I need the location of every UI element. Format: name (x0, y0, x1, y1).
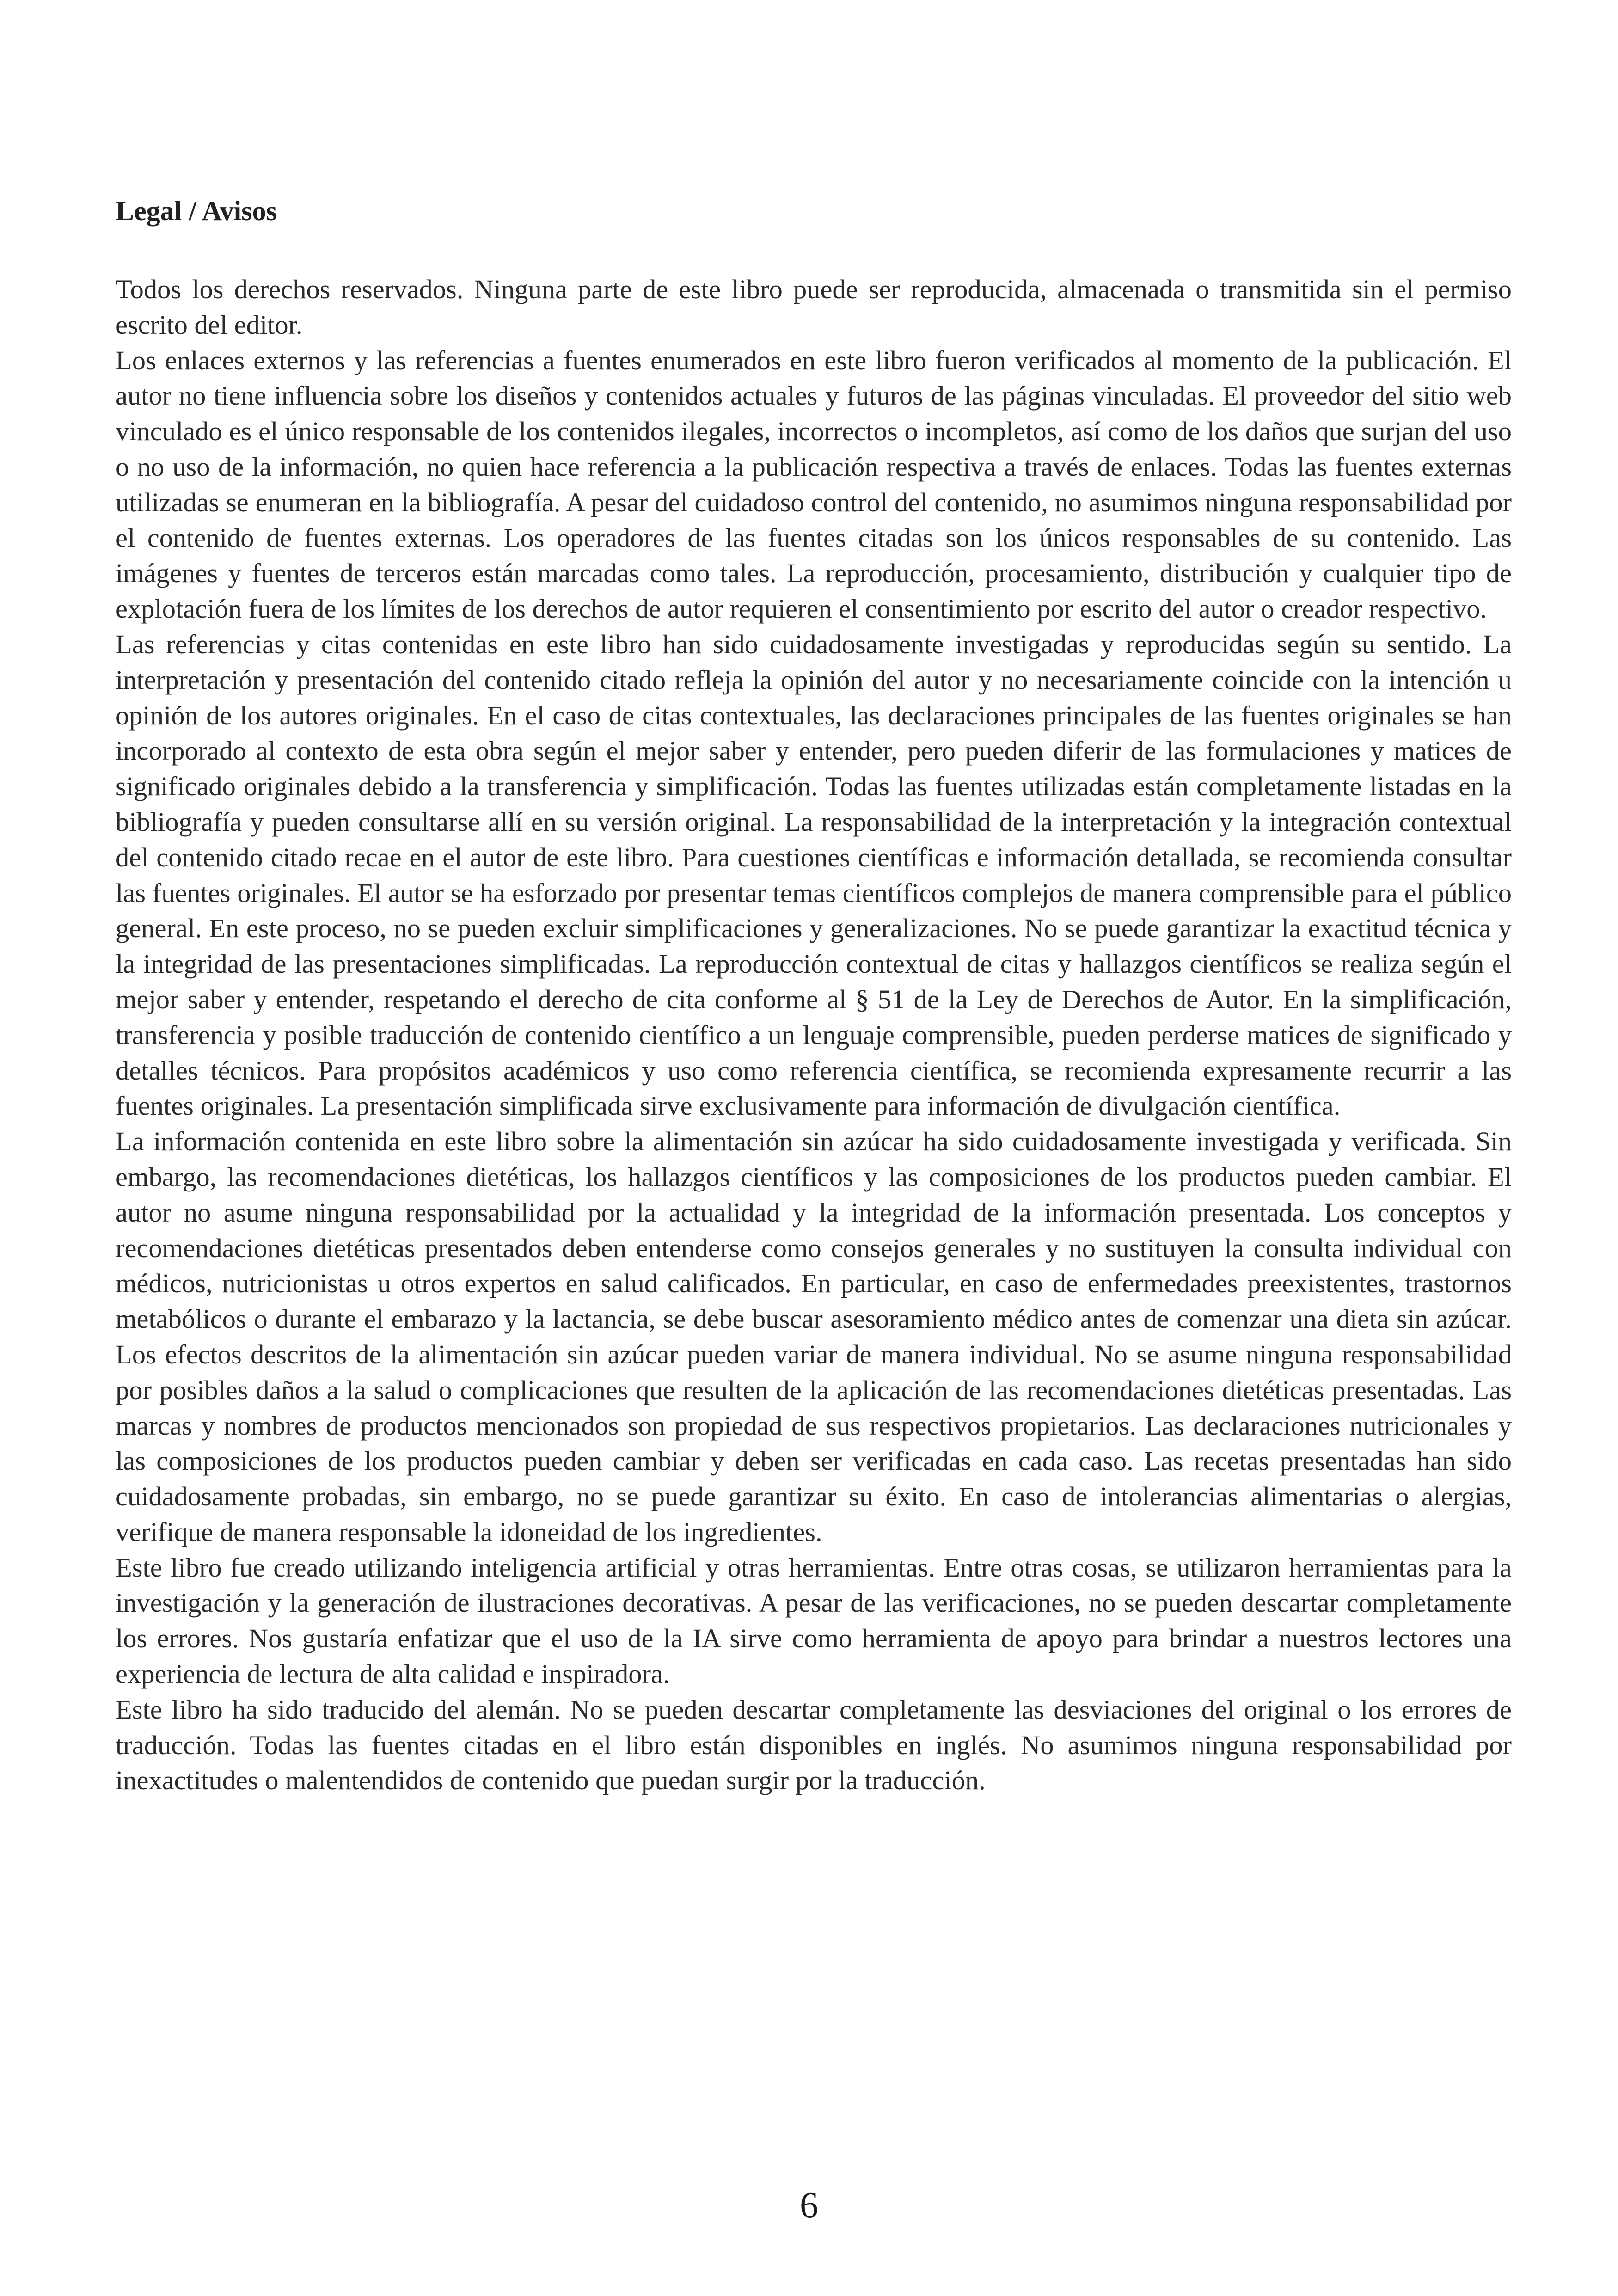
paragraph-translation-notice: Este libro ha sido traducido del alemán. No se pueden descartar completamente las desviaciones del original o los errores de traducción. Todas las fuentes citadas en el libro están disponibles en inglés. No asumimos ninguna responsabilidad por inexactitudes o malentendidos de contenido que puedan surgir por la traducción. (116, 1694, 1512, 1796)
paragraph-ai-notice: Este libro fue creado utilizando inteligencia artificial y otras herramientas. Entre otras cosas, se utilizaron herramientas para la investigación y la generación de ilustraciones decorativas. A pesar de las verificaciones, no se pueden descartar completamente los errores. Nos gustaría enfatizar que el uso de la IA sirve como herramienta de apoyo para brindar a nuestros lectores una experiencia de lectura de alta calidad e inspiradora. (116, 1552, 1512, 1689)
section-heading: Legal / Avisos (116, 196, 277, 226)
paragraph-external-links: Los enlaces externos y las referencias a fuentes enumerados en este libro fueron verificados al momento de la publicación. El autor no tiene influencia sobre los diseños y contenidos actuales y futuros de las páginas vinculadas. El proveedor del sitio web vinculado es el único responsable de los contenidos ilegales, incorrectos o incompletos, así como de los daños que surjan del uso o no uso de la información, no quien hace referencia a la publicación respectiva a través de enlaces. Todas las fuentes externas utilizadas se enumeran en la bibliografía. A pesar del cuidadoso control del contenido, no asumimos ninguna responsabilidad por el contenido de fuentes externas. Los operadores de las fuentes citadas son los únicos responsables de su contenido. Las imágenes y fuentes de terceros están marcadas como tales. La reproducción, procesamiento, distribución y cualquier tipo de explotación fuera de los límites de los derechos de autor requieren el consentimiento por escrito del autor o creador respectivo. (116, 345, 1512, 624)
paragraph-copyright: Todos los derechos reservados. Ninguna parte de este libro puede ser reproducida, almacenada o transmitida sin el permiso escrito del editor. (116, 274, 1512, 340)
paragraph-health-disclaimer: La información contenida en este libro sobre la alimentación sin azúcar ha sido cuidadosamente investigada y verificada. Sin embargo, las recomendaciones dietéticas, los hallazgos científicos y las composiciones de los productos pueden cambiar. El autor no asume ninguna responsabilidad por la actualidad y la integridad de la información presentada. Los conceptos y recomendaciones dietéticas presentados deben entenderse como consejos generales y no sustituyen la consulta individual con médicos, nutricionistas u otros expertos en salud calificados. En particular, en caso de enfermedades preexistentes, trastornos metabólicos o durante el embarazo y la lactancia, se debe buscar asesoramiento médico antes de comenzar una dieta sin azúcar. Los efectos descritos de la alimentación sin azúcar pueden variar de manera individual. No se asume ninguna responsabilidad por posibles daños a la salud o complicaciones que resulten de la aplicación de las recomendaciones dietéticas presentadas. Las marcas y nombres de productos mencionados son propiedad de sus respectivos propietarios. Las declaraciones nutricionales y las composiciones de los productos pueden cambiar y deben ser verificadas en cada caso. Las recetas presentadas han sido cuidadosamente probadas, sin embargo, no se puede garantizar su éxito. En caso de intolerancias alimentarias o alergias, verifique de manera responsable la idoneidad de los ingredientes. (116, 1126, 1512, 1547)
page-content (116, 194, 1512, 1799)
page-number: 6 (800, 2185, 818, 2226)
paragraph-citations: Las referencias y citas contenidas en este libro han sido cuidadosamente investigadas y reproducidas según su sentido. La interpretación y presentación del contenido citado refleja la opinión del autor y no necesariamente coincide con la intención u opinión de los autores originales. En el caso de citas contextuales, las declaraciones principales de las fuentes originales se han incorporado al contexto de esta obra según el mejor saber y entender, pero pueden diferir de las formulaciones y matices de significado originales debido a la transferencia y simplificación. Todas las fuentes utilizadas están completamente listadas en la bibliografía y pueden consultarse allí en su versión original. La responsabilidad de la interpretación y la integración contextual del contenido citado recae en el autor de este libro. Para cuestiones científicas e información detallada, se recomienda consultar las fuentes originales. El autor se ha esforzado por presentar temas científicos complejos de manera comprensible para el público general. En este proceso, no se pueden excluir simplificaciones y generalizaciones. No se puede garantizar la exactitud técnica y la integridad de las presentaciones simplificadas. La reproducción contextual de citas y hallazgos científicos se realiza según el mejor saber y entender, respetando el derecho de cita conforme al § 51 de la Ley de Derechos de Autor. En la simplificación, transferencia y posible traducción de contenido científico a un lenguaje comprensible, pueden perderse matices de significado y detalles técnicos. Para propósitos académicos y uso como referencia científica, se recomienda expresamente recurrir a las fuentes originales. La presentación simplificada sirve exclusivamente para información de divulgación científica. (116, 629, 1512, 1121)
